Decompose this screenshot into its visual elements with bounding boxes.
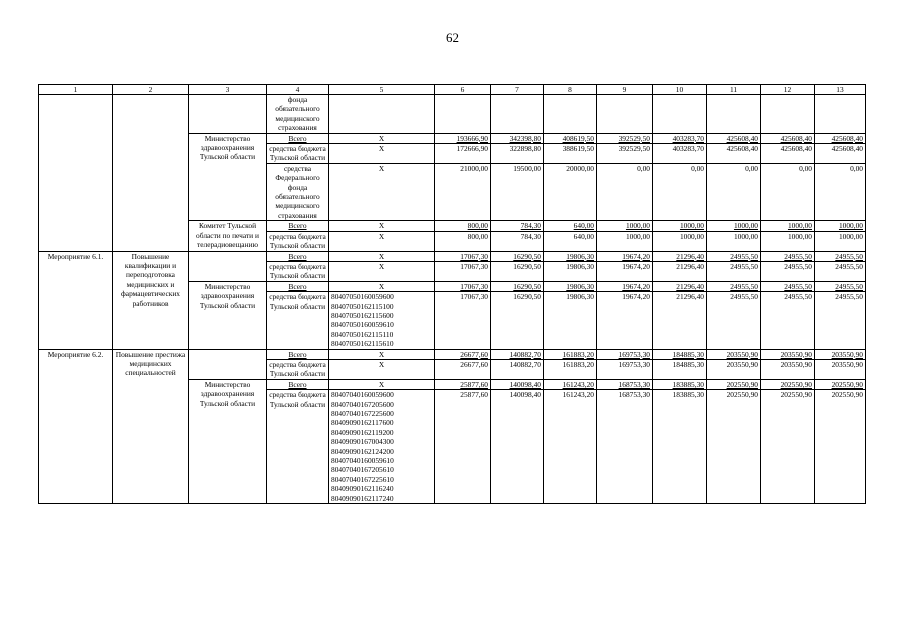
funding-source: средства бюджета Тульской области — [267, 292, 329, 349]
kbk-cell: X — [329, 221, 435, 231]
amount-cell: 24955,50 — [815, 292, 866, 349]
column-number: 5 — [329, 85, 435, 95]
funding-source: Всего — [267, 379, 329, 389]
amount-cell: 388619,50 — [544, 144, 597, 164]
column-number: 6 — [435, 85, 491, 95]
event-cell — [39, 95, 113, 252]
funding-source: фонда обязательного медицинского страхования — [267, 95, 329, 134]
kbk-code: 80409090162117240 — [331, 493, 394, 503]
amount-cell: 784,30 — [491, 231, 544, 251]
amount-cell: 19806,30 — [544, 281, 597, 291]
responsible-cell: Министерство здравоохранения Тульской области — [189, 133, 267, 221]
kbk-cell: X — [329, 133, 435, 143]
funding-source: Всего — [267, 221, 329, 231]
funding-source: средства Федерального фонда обязательного медицинского страхования — [267, 163, 329, 220]
responsible-cell — [189, 95, 267, 134]
column-number: 10 — [653, 85, 707, 95]
amount-cell: 1000,00 — [761, 231, 815, 251]
kbk-code: 80409090162116240 — [331, 484, 394, 494]
amount-cell: 161883,20 — [544, 349, 597, 359]
kbk-code: 80407040160059600 — [331, 390, 394, 400]
amount-cell: 1000,00 — [653, 231, 707, 251]
amount-cell: 202550,90 — [707, 390, 761, 504]
amount-cell: 161243,20 — [544, 390, 597, 504]
amount-cell: 16290,50 — [491, 251, 544, 261]
responsible-cell: Комитет Тульской области по печати и телерадиовещанию — [189, 221, 267, 251]
amount-cell: 203550,90 — [815, 349, 866, 359]
kbk-code: 80407050160059610 — [331, 320, 394, 330]
kbk-code: 80407040160059610 — [331, 456, 394, 466]
responsible-cell: Министерство здравоохранения Тульской области — [189, 281, 267, 349]
kbk-code: 80407040167205600 — [331, 399, 394, 409]
amount-cell: 425608,40 — [761, 144, 815, 164]
amount-cell: 17067,30 — [435, 261, 491, 281]
column-number: 8 — [544, 85, 597, 95]
funding-source: Всего — [267, 251, 329, 261]
funding-source: средства бюджета Тульской области — [267, 359, 329, 379]
column-number: 1 — [39, 85, 113, 95]
amount-cell: 19674,20 — [597, 261, 653, 281]
funding-source: Всего — [267, 281, 329, 291]
kbk-cell: X — [329, 281, 435, 291]
kbk-code: 80409090162119200 — [331, 427, 394, 437]
amount-cell: 21296,40 — [653, 261, 707, 281]
event-name-cell: Повышение квалификации и переподготовка медицинских и фармацевтических работников — [113, 251, 189, 349]
event-name-cell — [113, 95, 189, 252]
page-number: 62 — [446, 30, 459, 45]
column-number: 9 — [597, 85, 653, 95]
amount-cell: 24955,50 — [707, 281, 761, 291]
amount-cell: 19674,20 — [597, 292, 653, 349]
amount-cell: 0,00 — [707, 163, 761, 220]
amount-cell: 24955,50 — [707, 261, 761, 281]
amount-cell: 16290,50 — [491, 281, 544, 291]
amount-cell: 403283,70 — [653, 144, 707, 164]
amount-cell: 342398,80 — [491, 133, 544, 143]
event-name-cell: Повышение престижа медицинских специальностей — [113, 349, 189, 504]
amount-cell: 161243,20 — [544, 379, 597, 389]
amount-cell: 140882,70 — [491, 359, 544, 379]
amount-cell: 24955,50 — [761, 292, 815, 349]
amount-cell: 21296,40 — [653, 251, 707, 261]
kbk-cell: X — [329, 144, 435, 164]
funding-source: Всего — [267, 133, 329, 143]
amount-cell: 21296,40 — [653, 292, 707, 349]
amount-cell: 1000,00 — [707, 221, 761, 231]
event-cell: Мероприятие 6.1. — [39, 251, 113, 349]
amount-cell: 161883,20 — [544, 359, 597, 379]
amount-cell: 392529,50 — [597, 133, 653, 143]
kbk-cell: X — [329, 231, 435, 251]
amount-cell: 26677,60 — [435, 349, 491, 359]
amount-cell: 1000,00 — [597, 221, 653, 231]
amount-cell: 24955,50 — [815, 281, 866, 291]
amount-cell: 193666,90 — [435, 133, 491, 143]
amount-cell: 403283,70 — [653, 133, 707, 143]
amount-cell: 203550,90 — [815, 359, 866, 379]
kbk-cell: X — [329, 349, 435, 359]
amount-cell: 140882,70 — [491, 349, 544, 359]
kbk-cell: X — [329, 261, 435, 281]
amount-cell: 16290,50 — [491, 292, 544, 349]
amount-cell: 1000,00 — [761, 221, 815, 231]
amount-cell: 202550,90 — [815, 379, 866, 389]
column-number: 13 — [815, 85, 866, 95]
amount-cell: 16290,50 — [491, 261, 544, 281]
amount-cell: 1000,00 — [707, 231, 761, 251]
amount-cell: 203550,90 — [761, 359, 815, 379]
amount-cell: 0,00 — [761, 163, 815, 220]
responsible-cell: Министерство здравоохранения Тульской области — [189, 379, 267, 503]
amount-cell: 21000,00 — [435, 163, 491, 220]
amount-cell: 800,00 — [435, 221, 491, 231]
amount-cell: 202550,90 — [761, 390, 815, 504]
kbk-code: 80407050162115610 — [331, 339, 394, 349]
amount-cell: 0,00 — [815, 163, 866, 220]
amount-cell: 202550,90 — [761, 379, 815, 389]
amount-cell: 24955,50 — [707, 292, 761, 349]
header-row — [39, 85, 866, 95]
funding-source: средства бюджета Тульской области — [267, 261, 329, 281]
responsible-cell — [189, 251, 267, 281]
amount-cell: 183885,30 — [653, 379, 707, 389]
amount-cell: 784,30 — [491, 221, 544, 231]
amount-cell: 1000,00 — [815, 231, 866, 251]
kbk-code: 80407040167225600 — [331, 409, 394, 418]
amount-cell: 19806,30 — [544, 251, 597, 261]
amount-cell: 24955,50 — [815, 261, 866, 281]
funding-source: средства бюджета Тульской области — [267, 144, 329, 164]
kbk-list — [329, 390, 435, 504]
amount-cell: 169753,30 — [597, 359, 653, 379]
amount-cell: 425608,40 — [707, 144, 761, 164]
amount-cell: 21296,40 — [653, 281, 707, 291]
column-number: 4 — [267, 85, 329, 95]
funding-source: средства бюджета Тульской области — [267, 231, 329, 251]
kbk-code: 80407050162115100 — [331, 301, 394, 311]
kbk-cell: X — [329, 379, 435, 389]
amount-cell: 24955,50 — [761, 281, 815, 291]
column-number: 3 — [189, 85, 267, 95]
amount-cell: 322898,80 — [491, 144, 544, 164]
amount-cell: 19806,30 — [544, 292, 597, 349]
amount-cell: 392529,50 — [597, 144, 653, 164]
amount-cell: 172666,90 — [435, 144, 491, 164]
amount-cell: 140098,40 — [491, 390, 544, 504]
kbk-code: 80407040167225610 — [331, 474, 394, 484]
budget-table — [38, 84, 866, 504]
amount-cell: 640,00 — [544, 231, 597, 251]
kbk-code: 80409090167004300 — [331, 437, 394, 447]
amount-cell: 203550,90 — [707, 349, 761, 359]
kbk-cell: X — [329, 163, 435, 220]
kbk-code: 80409090162124200 — [331, 446, 394, 456]
amount-cell: 184885,30 — [653, 359, 707, 379]
amount-cell: 17067,30 — [435, 292, 491, 349]
amount-cell: 425608,40 — [707, 133, 761, 143]
amount-cell: 184885,30 — [653, 349, 707, 359]
column-number: 2 — [113, 85, 189, 95]
kbk-code: 80407040167205610 — [331, 465, 394, 475]
amount-cell: 24955,50 — [761, 261, 815, 281]
kbk-cell: X — [329, 359, 435, 379]
amount-cell: 203550,90 — [761, 349, 815, 359]
amount-cell: 183885,30 — [653, 390, 707, 504]
amount-cell: 425608,40 — [761, 133, 815, 143]
amount-cell: 202550,90 — [815, 390, 866, 504]
amount-cell: 169753,30 — [597, 349, 653, 359]
amount-cell: 203550,90 — [707, 359, 761, 379]
amount-cell: 168753,30 — [597, 390, 653, 504]
amount-cell: 800,00 — [435, 231, 491, 251]
amount-cell: 1000,00 — [815, 221, 866, 231]
amount-cell: 20000,00 — [544, 163, 597, 220]
amount-cell: 24955,50 — [815, 251, 866, 261]
amount-cell: 24955,50 — [761, 251, 815, 261]
amount-cell: 25877,60 — [435, 379, 491, 389]
kbk-code: 80407050162115600 — [331, 310, 394, 320]
responsible-cell — [189, 349, 267, 379]
amount-cell: 425608,40 — [815, 144, 866, 164]
amount-cell: 1000,00 — [597, 231, 653, 251]
kbk-code: 80407050160059600 — [331, 292, 394, 302]
kbk-code: 80407050162115110 — [331, 329, 394, 339]
event-cell: Мероприятие 6.2. — [39, 349, 113, 504]
amount-cell: 640,00 — [544, 221, 597, 231]
amount-cell: 0,00 — [653, 163, 707, 220]
amount-cell: 25877,60 — [435, 390, 491, 504]
amount-cell: 19674,20 — [597, 251, 653, 261]
amount-cell: 408619,50 — [544, 133, 597, 143]
kbk-cell: X — [329, 251, 435, 261]
amount-cell: 140098,40 — [491, 379, 544, 389]
amount-cell: 17067,30 — [435, 281, 491, 291]
kbk-list — [329, 292, 435, 349]
amount-cell: 19806,30 — [544, 261, 597, 281]
amount-cell: 202550,90 — [707, 379, 761, 389]
column-number: 12 — [761, 85, 815, 95]
funding-source: средства бюджета Тульской области — [267, 390, 329, 504]
amount-cell: 24955,50 — [707, 251, 761, 261]
amount-cell: 19674,20 — [597, 281, 653, 291]
column-number: 7 — [491, 85, 544, 95]
column-number: 11 — [707, 85, 761, 95]
funding-source: Всего — [267, 349, 329, 359]
amount-cell: 0,00 — [597, 163, 653, 220]
amount-cell: 1000,00 — [653, 221, 707, 231]
amount-cell: 17067,30 — [435, 251, 491, 261]
amount-cell: 425608,40 — [815, 133, 866, 143]
amount-cell: 26677,60 — [435, 359, 491, 379]
amount-cell: 168753,30 — [597, 379, 653, 389]
kbk-code: 80409090162117600 — [331, 418, 394, 428]
amount-cell: 19500,00 — [491, 163, 544, 220]
